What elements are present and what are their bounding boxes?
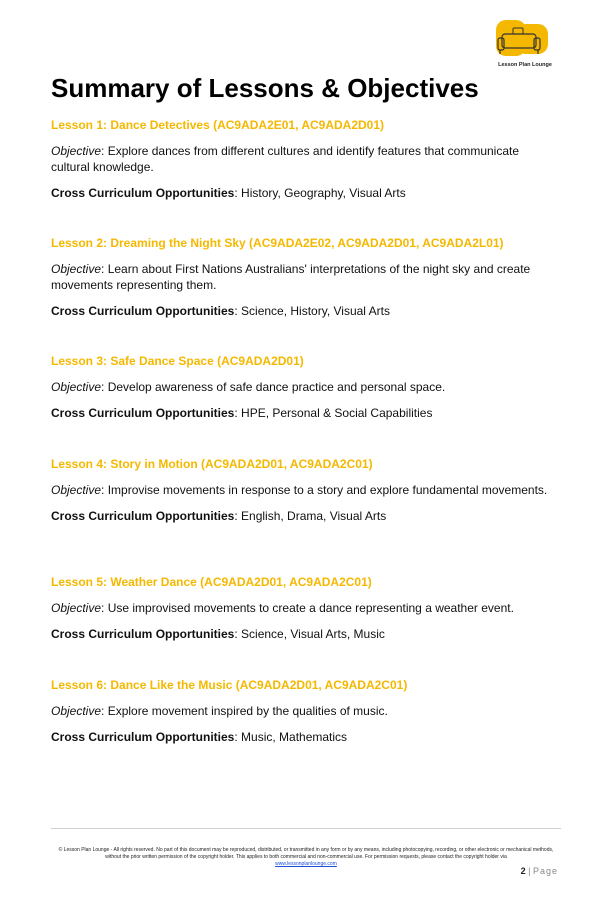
objective-text: : Explore movement inspired by the qualities of music. bbox=[101, 704, 388, 718]
lesson-item bbox=[51, 575, 551, 678]
cross-text: : History, Geography, Visual Arts bbox=[234, 186, 406, 200]
objective-text: : Learn about First Nations Australians' interpretations of the night sky and create movements representing them. bbox=[51, 262, 531, 292]
cross-text: : English, Drama, Visual Arts bbox=[234, 509, 387, 523]
cross-text: : Science, Visual Arts, Music bbox=[234, 627, 385, 641]
objective-label: Objective bbox=[51, 144, 102, 158]
objective-text: : Explore dances from different cultures and identify features that communicate cultural knowledge. bbox=[51, 144, 520, 174]
lesson-objective bbox=[51, 143, 551, 175]
cross-label: Cross Curriculum Opportunities bbox=[51, 406, 235, 420]
lesson-title: Lesson 2: Dreaming the Night Sky (AC9ADA2E02, AC9ADA2D01, AC9ADA2L01) bbox=[51, 236, 504, 250]
copyright-text: © Lesson Plan Lounge - All rights reserved. No part of this document may be reproduced, distributed, or transmitted in any form or by any means, including photocopying, recording, or other electronic or mechanical methods, without the prior written permission of the copyright holder. This applies to both commercial and non-commercial use. For permission requests, please contact the copyright holder via bbox=[58, 847, 554, 860]
objective-label: Objective bbox=[51, 262, 102, 276]
objective-text: : Use improvised movements to create a dance representing a weather event. bbox=[101, 601, 514, 615]
lesson-objective bbox=[51, 261, 551, 293]
lesson-item bbox=[51, 678, 551, 781]
cross-text: : Science, History, Visual Arts bbox=[234, 304, 390, 318]
page-word: Page bbox=[532, 866, 558, 876]
cross-text: : Music, Mathematics bbox=[234, 730, 348, 744]
lesson-cross-curriculum bbox=[51, 626, 551, 642]
lesson-cross-curriculum bbox=[51, 185, 551, 201]
footer-divider bbox=[51, 828, 561, 829]
cross-label: Cross Curriculum Opportunities bbox=[51, 627, 235, 641]
cross-label: Cross Curriculum Opportunities bbox=[51, 730, 235, 744]
page-separator: | bbox=[528, 866, 531, 876]
page-title: Summary of Lessons & Objectives bbox=[51, 73, 479, 103]
objective-label: Objective bbox=[51, 601, 102, 615]
lesson-cross-curriculum bbox=[51, 508, 551, 524]
objective-label: Objective bbox=[51, 380, 102, 394]
couch-logo-icon bbox=[490, 18, 560, 64]
cross-label: Cross Curriculum Opportunities bbox=[51, 186, 235, 200]
lesson-cross-curriculum bbox=[51, 405, 551, 421]
lesson-title: Lesson 5: Weather Dance (AC9ADA2D01, AC9ADA2C01) bbox=[51, 575, 372, 589]
objective-text: : Develop awareness of safe dance practice and personal space. bbox=[101, 380, 446, 394]
page-number bbox=[521, 866, 558, 876]
lesson-title: Lesson 3: Safe Dance Space (AC9ADA2D01) bbox=[51, 354, 304, 368]
lesson-title: Lesson 6: Dance Like the Music (AC9ADA2D01, AC9ADA2C01) bbox=[51, 678, 408, 692]
cross-text: : HPE, Personal & Social Capabilities bbox=[234, 406, 433, 420]
lesson-cross-curriculum bbox=[51, 303, 551, 319]
lesson-item bbox=[51, 236, 551, 354]
lesson-objective bbox=[51, 703, 551, 719]
cross-label: Cross Curriculum Opportunities bbox=[51, 509, 235, 523]
website-link[interactable]: www.lessonplanlounge.com bbox=[275, 861, 337, 867]
brand-name: Lesson Plan Lounge bbox=[498, 62, 552, 68]
lesson-item bbox=[51, 457, 551, 575]
lesson-cross-curriculum bbox=[51, 729, 551, 745]
cross-label: Cross Curriculum Opportunities bbox=[51, 304, 235, 318]
lesson-objective bbox=[51, 379, 551, 395]
objective-label: Objective bbox=[51, 483, 102, 497]
lesson-objective bbox=[51, 600, 551, 616]
objective-text: : Improvise movements in response to a story and explore fundamental movements. bbox=[101, 483, 548, 497]
copyright-notice bbox=[56, 847, 556, 868]
lesson-title: Lesson 4: Story in Motion (AC9ADA2D01, AC9ADA2C01) bbox=[51, 457, 373, 471]
lesson-item bbox=[51, 118, 551, 236]
brand-logo bbox=[490, 18, 560, 74]
lesson-item bbox=[51, 354, 551, 457]
lesson-objective bbox=[51, 482, 551, 498]
lesson-list bbox=[51, 118, 551, 781]
page-number-value: 2 bbox=[520, 866, 526, 876]
objective-label: Objective bbox=[51, 704, 102, 718]
lesson-title: Lesson 1: Dance Detectives (AC9ADA2E01, AC9ADA2D01) bbox=[51, 118, 385, 132]
